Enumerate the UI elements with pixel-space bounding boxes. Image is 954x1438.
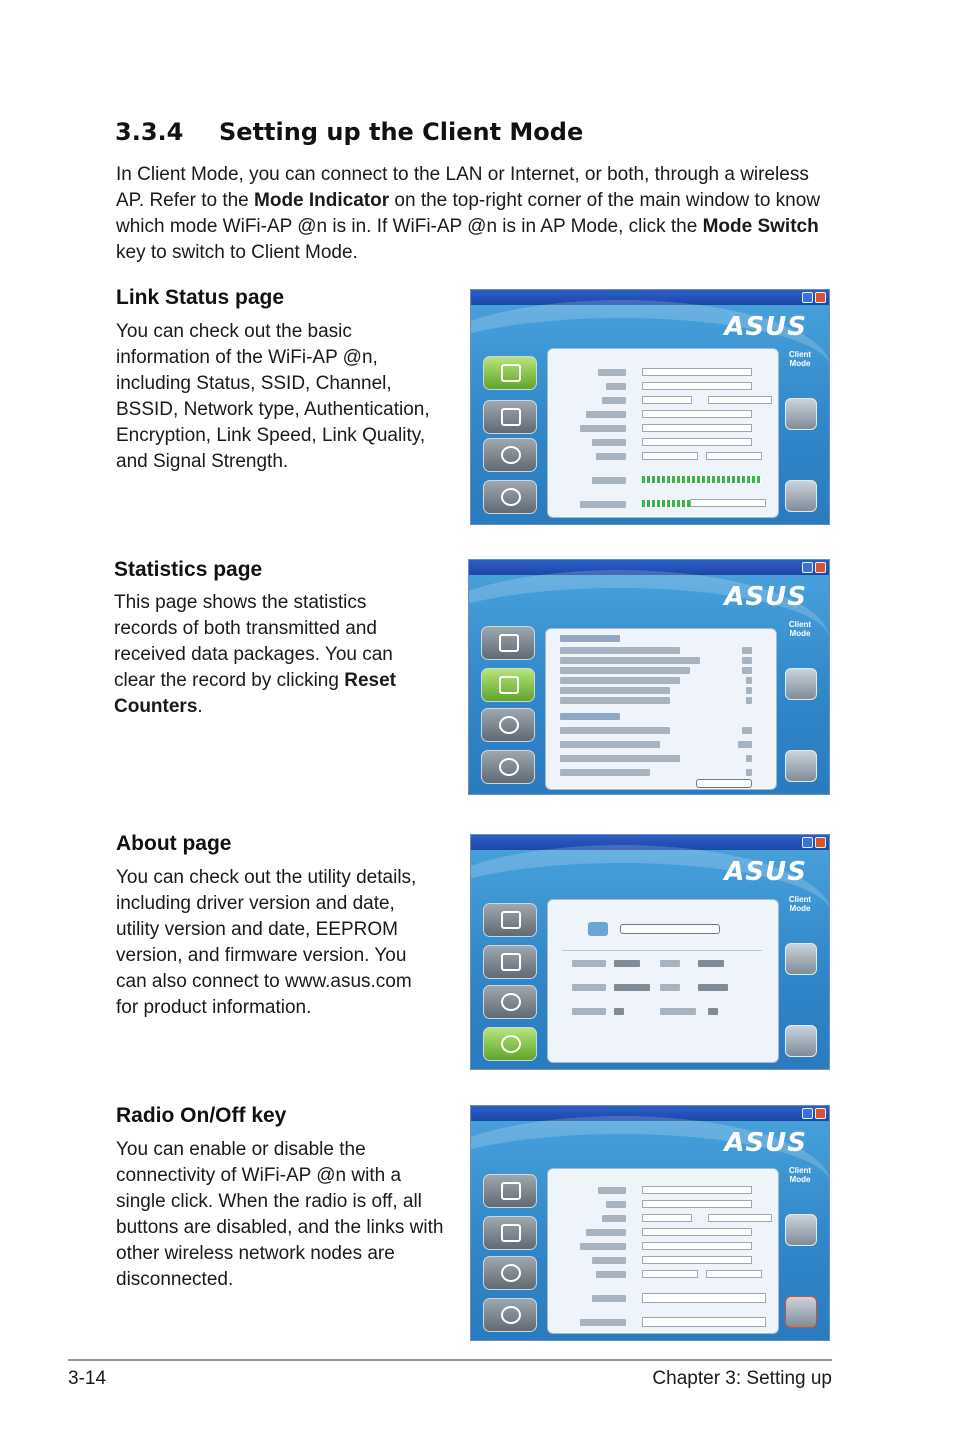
page-number: 3-14 [68,1368,107,1389]
footer-rule [68,1359,832,1361]
client-mode-indicator: Client Mode [788,620,812,638]
mode-switch-icon [785,398,817,430]
statistics-nav-icon [483,945,537,979]
radio-onoff-icon [785,480,817,512]
link-status-nav-icon [483,903,537,937]
section-title: Setting up the Client Mode [219,118,584,146]
link-status-body: You can check out the basic information of the WiFi-AP @n, including Status, SSID, Channel, BSSID, Network type, Authentication, Encryption, Link Speed, Link Quality, and Signal Strength. [116,321,430,472]
asus-logo: ASUS [724,582,807,612]
minimize-icon [802,292,813,303]
about-title: About page [116,832,232,855]
settings-nav-icon [483,438,537,472]
mode-switch-icon [785,668,817,700]
asus-logo: ASUS [724,1128,807,1158]
about-screenshot [470,834,830,1070]
section-number: 3.3.4 [115,118,184,146]
intro-text-1: In Client Mode, you can connect to the LAN or Internet, or both, through a wireless AP. Refer to the [116,164,809,211]
settings-nav-icon [481,708,535,742]
intro-bold-mode-indicator: Mode Indicator [254,190,390,211]
intro-paragraph [116,162,832,266]
radio-onoff-icon [785,1025,817,1057]
info-panel [547,1168,779,1334]
reset-counters-icon [696,779,752,788]
statistics-panel [545,628,777,790]
statistics-body [114,590,419,720]
statistics-nav-icon [481,668,535,702]
link-status-nav-icon [483,1174,537,1208]
statistics-nav-icon [483,1216,537,1250]
intro-text-3: key to switch to Client Mode. [116,242,358,263]
statistics-body-text-1: This page shows the statistics records of both transmitted and received data packages. You can clear the record by clicking [114,592,393,691]
client-mode-indicator: Client Mode [788,350,812,368]
statistics-screenshot [468,559,830,795]
settings-nav-icon [483,1256,537,1290]
asus-logo: ASUS [724,312,807,342]
link-status-nav-icon [481,626,535,660]
section-heading [115,118,583,146]
statistics-title: Statistics page [114,558,263,581]
close-icon [815,837,826,848]
statistics-nav-icon [483,400,537,434]
radio-title: Radio On/Off key [116,1104,287,1127]
about-nav-icon [481,750,535,784]
about-nav-icon [483,480,537,514]
client-mode-indicator: Client Mode [788,895,812,913]
mode-switch-icon [785,943,817,975]
asus-logo: ASUS [724,857,807,887]
about-nav-icon [483,1298,537,1332]
radio-body: You can enable or disable the connectivity of WiFi-AP @n with a single click. When the radio is off, all buttons are disabled, and the links with other wireless network nodes are disconnected. [116,1139,444,1290]
link-status-title: Link Status page [116,286,285,309]
close-icon [815,1108,826,1119]
info-panel [547,348,779,518]
minimize-icon [802,562,813,573]
about-panel [547,899,779,1063]
client-mode-indicator: Client Mode [788,1166,812,1184]
about-body: You can check out the utility details, including driver version and date, utility version and date, EEPROM version, and firmware version. You can also connect to www.asus.com for product information. [116,867,417,1018]
chapter-label: Chapter 3: Setting up [652,1368,832,1389]
about-nav-icon [483,1027,537,1061]
link-status-screenshot [470,289,830,525]
settings-nav-icon [483,985,537,1019]
close-icon [815,562,826,573]
asus-website-icon [620,924,720,934]
radio-onoff-icon [785,750,817,782]
close-icon [815,292,826,303]
intro-bold-mode-switch: Mode Switch [702,216,819,237]
link-status-nav-icon [483,356,537,390]
radio-screenshot [470,1105,830,1341]
minimize-icon [802,1108,813,1119]
mode-switch-icon [785,1214,817,1246]
radio-off-icon [785,1296,817,1328]
statistics-body-text-2: . [197,696,203,717]
statistics-body-bold-reset: Reset Counters [114,670,396,717]
minimize-icon [802,837,813,848]
intro-text-2: on the top-right corner of the main window to know which mode WiFi-AP @n is in. If WiFi-AP @n is in AP Mode, click the [116,190,821,237]
